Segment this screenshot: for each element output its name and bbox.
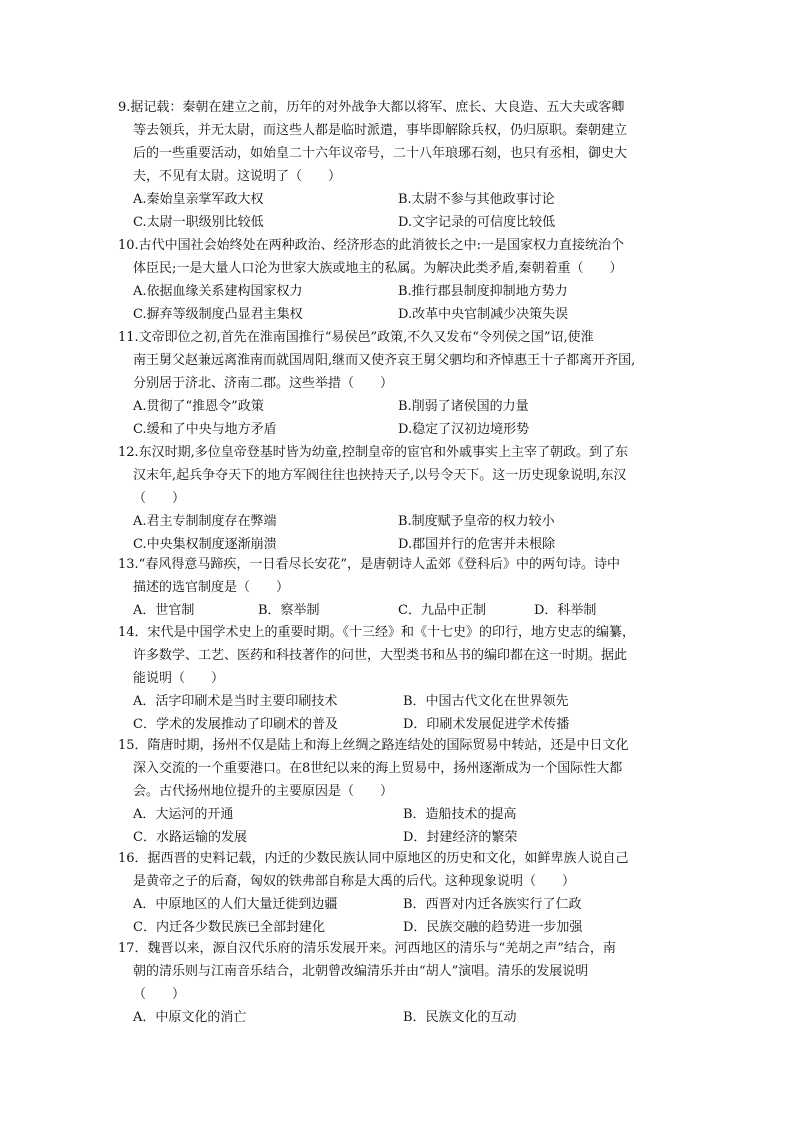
- option-b: B．西晋对内迁各族实行了仁政: [403, 897, 582, 912]
- option-b: B．中国古代文化在世界领先: [403, 694, 569, 709]
- option-c: C.缓和了中央与地方矛盾: [133, 422, 277, 437]
- question-14: [118, 621, 678, 736]
- question-stem-line: 会。古代扬州地位提升的主要原因是（ ）: [133, 784, 394, 799]
- option-b: B.制度赋予皇帝的权力较小: [398, 514, 555, 529]
- option-row: [118, 1006, 678, 1029]
- option-d: D.文字记录的可信度比较低: [398, 215, 556, 230]
- question-stem-line: 南王舅父赵兼远离淮南而就国周阳,继而又使齐哀王舅父驷均和齐悼惠王十子都离开齐国,: [133, 353, 636, 368]
- question-stem-line: 是黄帝之子的后裔，匈奴的铁弗部自称是大禹的后代。这种现象说明（ ）: [133, 874, 576, 889]
- question-stem-line: 许多数学、工艺、医药和科技著作的问世，大型类书和丛书的编印都在这一时期。据此: [133, 648, 628, 663]
- question-stem-line: 17．魏晋以来，源自汉代乐府的清乐发展开来。河西地区的清乐与“羌胡之声”结合，南: [118, 941, 616, 956]
- option-c: C．学术的发展推动了印刷术的普及: [133, 717, 338, 732]
- option-d: D．封建经济的繁荣: [403, 830, 518, 845]
- option-row: [118, 211, 678, 234]
- question-16: [118, 847, 678, 939]
- question-9: [118, 96, 678, 234]
- question-stem-line: 分别居于济北、济南二郡。这些举措（ ）: [133, 376, 394, 391]
- question-stem-line: 10.古代中国社会始终处在两种政治、经济形态的此消彼长之中:一是国家权力直接统治个: [118, 238, 625, 253]
- option-c: C．内迁各少数民族已全部封建化: [133, 920, 325, 935]
- option-row: [118, 510, 678, 533]
- option-a: A.依据血缘关系建构国家权力: [133, 284, 303, 299]
- option-c: C.太尉一职级别比较低: [133, 215, 264, 230]
- question-stem-line: 后的一些重要活动，如始皇二十六年议帝号，二十八年琅琊石刻，也只有丞相，御史大: [133, 146, 628, 161]
- option-row: [118, 893, 678, 916]
- question-stem-line: 描述的选官制度是（ ）: [133, 580, 290, 595]
- question-stem-line: （ ）: [133, 491, 186, 506]
- question-stem-line: 汉末年,起兵争夺天下的地方军阀往往也挟持天子,以号令天下。这一历史现象说明,东汉: [133, 468, 627, 483]
- option-b: B．察举制: [258, 603, 320, 618]
- option-row: [118, 395, 678, 418]
- option-a: A．世官制: [133, 603, 195, 618]
- question-stem-line: 12.东汉时期,多位皇帝登基时皆为幼童,控制皇帝的宦官和外戚事实上主宰了朝政。到了东: [118, 445, 628, 460]
- question-stem-line: 13.“春风得意马蹄疾，一日看尽长安花”，是唐朝诗人孟郊《登科后》中的两句诗。诗中: [118, 557, 620, 572]
- option-d: D.稳定了汉初边境形势: [398, 422, 530, 437]
- option-c: C．水路运输的发展: [133, 830, 247, 845]
- option-a: A.君主专制制度存在弊端: [133, 514, 277, 529]
- option-row: [118, 690, 678, 713]
- question-stem-line: 等去领兵，并无太尉，而这些人都是临时派遣，事毕即解除兵权，仍归原职。秦朝建立: [133, 123, 628, 138]
- option-a: A.贯彻了“推恩令”政策: [133, 399, 264, 414]
- question-stem-line: 15．隋唐时期，扬州不仅是陆上和海上丝绸之路连结处的国际贸易中转站，还是中日文化: [118, 738, 629, 753]
- option-b: B．造船技术的提高: [403, 807, 517, 822]
- question-stem-line: 体臣民;一是大量人口沦为世家大族或地主的私属。为解决此类矛盾,秦朝着重（ ）: [133, 261, 623, 276]
- option-b: B.推行郡县制度抑制地方势力: [398, 284, 568, 299]
- question-11: [118, 326, 678, 441]
- option-d: D．科举制: [534, 603, 597, 618]
- option-a: A．活字印刷术是当时主要印刷技术: [133, 694, 338, 709]
- option-b: B．民族文化的互动: [403, 1010, 517, 1025]
- question-stem-line: 9.据记载：秦朝在建立之前，历年的对外战争大都以将军、庶长、大良造、五大夫或客卿: [118, 100, 625, 115]
- question-stem-line: 朝的清乐则与江南音乐结合，北朝曾改编清乐并由“胡人”演唱。清乐的发展说明: [133, 964, 589, 979]
- option-row: [118, 713, 678, 736]
- option-row: [118, 916, 678, 939]
- option-d: D.改革中央官制减少决策失误: [398, 307, 569, 322]
- option-a: A．中原地区的人们大量迁徙到边疆: [133, 897, 338, 912]
- option-d: D．民族交融的趋势进一步加强: [403, 920, 583, 935]
- option-row: [118, 826, 678, 849]
- option-c: C．九品中正制: [398, 603, 486, 618]
- question-stem-line: 能说明（ ）: [133, 671, 225, 686]
- option-row: [118, 803, 678, 826]
- option-a: A．大运河的开通: [133, 807, 234, 822]
- question-17: [118, 937, 678, 1029]
- option-d: D.郡国并行的危害并未根除: [398, 537, 556, 552]
- option-row: [118, 188, 678, 211]
- option-a: A.秦始皇亲掌军政大权: [133, 192, 264, 207]
- question-15: [118, 734, 678, 849]
- option-row: [118, 303, 678, 326]
- question-13: [118, 553, 678, 622]
- question-12: [118, 441, 678, 556]
- option-d: D．印刷术发展促进学术传播: [403, 717, 570, 732]
- option-b: B.削弱了诸侯国的力量: [398, 399, 529, 414]
- question-stem-line: （ ）: [133, 987, 186, 1002]
- option-row: [118, 280, 678, 303]
- option-b: B.太尉不参与其他政事讨论: [398, 192, 555, 207]
- option-c: C.中央集权制度逐渐崩溃: [133, 537, 277, 552]
- option-row: [118, 418, 678, 441]
- option-row: [118, 599, 678, 622]
- question-stem-line: 11.文帝即位之初,首先在淮南国推行“易侯邑”政策,不久又发布“令列侯之国”诏,使淮: [118, 330, 594, 345]
- question-stem-line: 深入交流的一个重要港口。在8世纪以来的海上贸易中，扬州逐渐成为一个国际性大都: [133, 761, 623, 776]
- question-10: [118, 234, 678, 326]
- option-a: A．中原文化的消亡: [133, 1010, 247, 1025]
- option-c: C.摒弃等级制度凸显君主集权: [133, 307, 303, 322]
- question-stem-line: 夫，不见有太尉。这说明了（ ）: [133, 169, 342, 184]
- question-stem-line: 16．据西晋的史料记载，内迁的少数民族认同中原地区的历史和文化，如鲜卑族人说自己: [118, 851, 629, 866]
- question-stem-line: 14．宋代是中国学术史上的重要时期。《十三经》和《十七史》的印行，地方史志的编纂，: [118, 625, 636, 640]
